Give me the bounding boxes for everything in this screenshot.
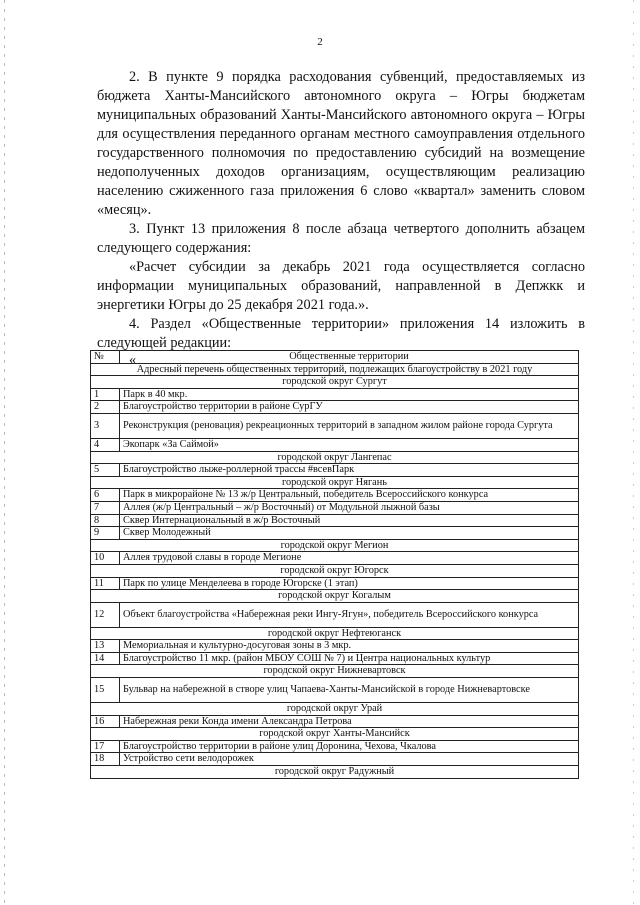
- row-number: 5: [91, 464, 120, 477]
- district-name: городской округ Нижневартовск: [91, 665, 579, 678]
- body-text: [97, 68, 585, 367]
- table-row: [91, 401, 579, 414]
- table-row: [91, 577, 579, 590]
- table-row: [91, 388, 579, 401]
- row-number: 4: [91, 438, 120, 451]
- district-name: городской округ Югорск: [91, 564, 579, 577]
- district-name: городской округ Когалым: [91, 590, 579, 603]
- row-number: 13: [91, 640, 120, 653]
- district-name: городской округ Нефтеюганск: [91, 627, 579, 640]
- district-row: [91, 564, 579, 577]
- row-number: 3: [91, 413, 120, 438]
- district-name: городской округ Урай: [91, 703, 579, 716]
- district-name: городской округ Лангепас: [91, 451, 579, 464]
- district-name: городской округ Ханты-Мансийск: [91, 728, 579, 741]
- territory-name: Сквер Молодежный: [120, 527, 579, 540]
- territory-name: Парк по улице Менделеева в городе Югорске (1 этап): [120, 577, 579, 590]
- table-row: [91, 640, 579, 653]
- row-number: 12: [91, 602, 120, 627]
- district-name: городской округ Радужный: [91, 766, 579, 779]
- row-number: 2: [91, 401, 120, 414]
- paragraph-4: 4. Раздел «Общественные территории» приложения 14 изложить в следующей редакции:: [97, 316, 585, 351]
- row-number: 10: [91, 552, 120, 565]
- territory-name: Благоустройство лыже-роллерной трассы #всевПарк: [120, 464, 579, 477]
- paragraph-2: 2. В пункте 9 порядка расходования субвенций, предоставляемых из бюджета Ханты-Мансийского автономного округа – Югры бюджетам муниципальных образований Ханты-Мансийского автономного округа – Югры для осуществления переданного органам местного самоуправления отдельного государственного полномочия по предоставлению субсидий на возмещение недополученных доходов организациям, осуществляющим реализацию населению сжиженного газа приложения 6 слово «квартал» заменить словом «месяц».: [97, 69, 585, 218]
- table-subtitle-row: [91, 363, 579, 376]
- table-subtitle: Адресный перечень общественных территорий, подлежащих благоустройству в 2021 году: [91, 363, 579, 376]
- territory-name: Аллея (ж/р Центральный – ж/р Восточный) от Модульной лыжной базы: [120, 501, 579, 514]
- district-name: городской округ Нягань: [91, 476, 579, 489]
- table-row: [91, 715, 579, 728]
- district-row: [91, 476, 579, 489]
- table-row: [91, 753, 579, 766]
- row-number: 1: [91, 388, 120, 401]
- district-row: [91, 627, 579, 640]
- territory-name: Парк в микрорайоне № 13 ж/р Центральный, победитель Всероссийского конкурса: [120, 489, 579, 502]
- row-number: 9: [91, 527, 120, 540]
- row-number: 15: [91, 678, 120, 703]
- table-row: [91, 652, 579, 665]
- territories-table: [90, 350, 579, 779]
- table-row: [91, 602, 579, 627]
- territory-name: Парк в 40 мкр.: [120, 388, 579, 401]
- territory-name: Набережная реки Конда имени Александра Петрова: [120, 715, 579, 728]
- table-row: [91, 438, 579, 451]
- table-row: [91, 678, 579, 703]
- territory-name: Благоустройство территории в районе улиц Доронина, Чехова, Чкалова: [120, 740, 579, 753]
- table-row: [91, 740, 579, 753]
- table-row: [91, 514, 579, 527]
- row-number: 6: [91, 489, 120, 502]
- district-name: городской округ Сургут: [91, 376, 579, 389]
- territory-name: Экопарк «За Саймой»: [120, 438, 579, 451]
- district-row: [91, 665, 579, 678]
- territory-name: Объект благоустройства «Набережная реки Ингу-Ягун», победитель Всероссийского конкурса: [120, 602, 579, 627]
- district-row: [91, 703, 579, 716]
- table-row: [91, 413, 579, 438]
- district-name: городской округ Мегион: [91, 539, 579, 552]
- row-number: 14: [91, 652, 120, 665]
- quote-open-mark: «: [129, 352, 137, 368]
- row-number: 11: [91, 577, 120, 590]
- district-row: [91, 376, 579, 389]
- number-header: №: [91, 351, 120, 364]
- district-row: [91, 539, 579, 552]
- district-row: [91, 728, 579, 741]
- territory-name: Бульвар на набережной в створе улиц Чапаева-Ханты-Мансийской в городе Нижневартовске: [120, 678, 579, 703]
- table-header-row: [91, 351, 579, 364]
- title-header: Общественные территории: [120, 351, 579, 364]
- row-number: 17: [91, 740, 120, 753]
- row-number: 16: [91, 715, 120, 728]
- table-row: [91, 464, 579, 477]
- row-number: 8: [91, 514, 120, 527]
- scan-edge-right: [633, 0, 634, 905]
- district-row: [91, 766, 579, 779]
- scan-edge-left: [4, 0, 5, 905]
- table-row: [91, 552, 579, 565]
- paragraph-3: 3. Пункт 13 приложения 8 после абзаца четвертого дополнить абзацем следующего содержания:: [97, 221, 585, 256]
- territory-name: Благоустройство территории в районе СурГУ: [120, 401, 579, 414]
- territory-name: Мемориальная и культурно-досуговая зоны в 3 мкр.: [120, 640, 579, 653]
- district-row: [91, 451, 579, 464]
- page-number: 2: [317, 36, 323, 48]
- territory-name: Сквер Интернациональный в ж/р Восточный: [120, 514, 579, 527]
- paragraph-quote: «Расчет субсидии за декабрь 2021 года осуществляется согласно информации муниципальных образований, направленной в Депжкк и энергетики Югры до 25 декабря 2021 года.».: [97, 259, 585, 313]
- territory-name: Устройство сети велодорожек: [120, 753, 579, 766]
- territories-table-body: [91, 351, 579, 779]
- table-row: [91, 527, 579, 540]
- district-row: [91, 590, 579, 603]
- territory-name: Аллея трудовой славы в городе Мегионе: [120, 552, 579, 565]
- table-row: [91, 501, 579, 514]
- table-row: [91, 489, 579, 502]
- row-number: 7: [91, 501, 120, 514]
- territory-name: Благоустройство 11 мкр. (район МБОУ СОШ № 7) и Центра национальных культур: [120, 652, 579, 665]
- row-number: 18: [91, 753, 120, 766]
- territory-name: Реконструкция (реновация) рекреационных территорий в западном жилом районе города Сургута: [120, 413, 579, 438]
